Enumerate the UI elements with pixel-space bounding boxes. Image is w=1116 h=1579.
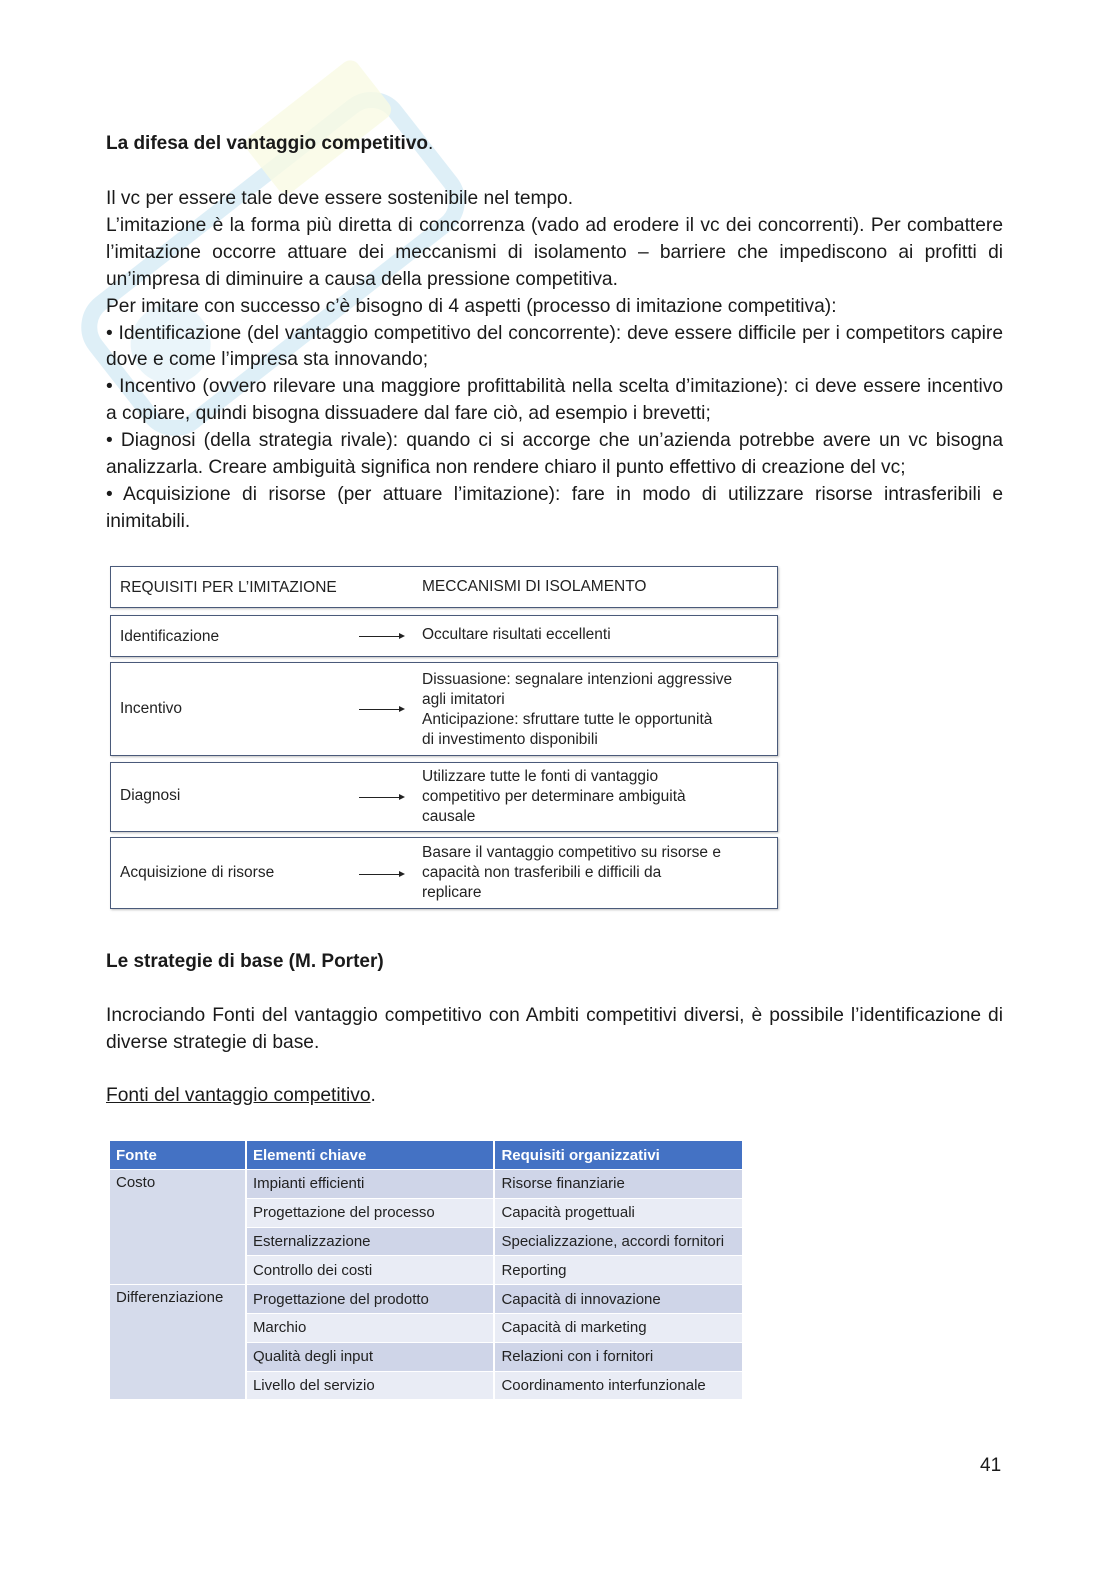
section-title-porter: Le strategie di base (M. Porter) (106, 951, 384, 972)
iso-row: Acquisizione di risorse Basare il vantaggio competitivo su risorse e capacità non trasferibili e difficili da replicare (110, 837, 778, 909)
body-paragraph-2: Incrociando Fonti del vantaggio competitivo con Ambiti competitivi diversi, è possibile l’identificazione di diverse strategie di base. (106, 1005, 1003, 1053)
table-row: Costo Impianti efficienti Risorse finanziarie (110, 1170, 743, 1199)
arrow-right-icon (359, 874, 403, 875)
table-row: Livello del servizio Coordinamento interfunzionale (110, 1371, 743, 1399)
subsection-title: Fonti del vantaggio competitivo (106, 1085, 371, 1106)
table-row: Progettazione del processo Capacità progettuali (110, 1198, 743, 1227)
page-number: 41 (980, 1455, 1002, 1476)
table-header: Requisiti organizzativi (494, 1141, 743, 1170)
table-row: Qualità degli input Relazioni con i fornitori (110, 1342, 743, 1371)
iso-row: Incentivo Dissuasione: segnalare intenzioni aggressive agli imitatori Anticipazione: sfruttare tutte le opportunità di investimento disponibili (110, 662, 778, 756)
table-header: Fonte (110, 1141, 246, 1170)
table-header: Elementi chiave (246, 1141, 495, 1170)
iso-row: Identificazione Occultare risultati eccellenti (110, 615, 778, 657)
arrow-right-icon (359, 797, 403, 798)
iso-header-row: REQUISITI PER L’IMITAZIONE MECCANISMI DI ISOLAMENTO (110, 566, 778, 608)
body-paragraph-1: Il vc per essere tale deve essere sostenibile nel tempo. L’imitazione è la forma più diretta di concorrenza (vado ad erodere il vc dei concorrenti). Per combattere l’imitazione occorre attuare dei meccanismi di isolamento – barriere che impediscono ai profitti di un’impresa di diminuire a causa della pressione competitiva. Per imitare con successo c’è bisogno di 4 aspetti (processo di imitazione competitiva): • Identificazione (del vantaggio competitivo del concorrente): deve essere difficile per i competitors capire dove e come l’impresa sta innovando; • Incentivo (ovvero rilevare una maggiore profittabilità nella scelta d’imitazione): ci deve essere incentivo a copiare, quindi bisogna dissuadere dal fare ciò, ad esempio i brevetti; • Diagnosi (della strategia rivale): quando ci si accorge che un’azienda potrebbe avere un vc bisogna analizzarla. Creare ambiguità significa non rendere chiaro il punto effettivo di creazione del vc; • Acquisizione di risorse (per attuare l’imitazione): fare in modo di utilizzare risorse intrasferibili e inimitabili. (106, 188, 1003, 532)
arrow-right-icon (359, 636, 403, 637)
section-title: La difesa del vantaggio competitivo (106, 133, 429, 154)
table-row: Controllo dei costi Reporting (110, 1256, 743, 1285)
table-row: Esternalizzazione Specializzazione, accordi fornitori (110, 1227, 743, 1256)
sources-table (110, 1141, 744, 1399)
table-row: Differenziazione Progettazione del prodotto Capacità di innovazione (110, 1285, 743, 1314)
iso-row: Diagnosi Utilizzare tutte le fonti di vantaggio competitivo per determinare ambiguità causale (110, 762, 778, 832)
arrow-right-icon (359, 709, 403, 710)
table-row: Marchio Capacità di marketing (110, 1313, 743, 1342)
